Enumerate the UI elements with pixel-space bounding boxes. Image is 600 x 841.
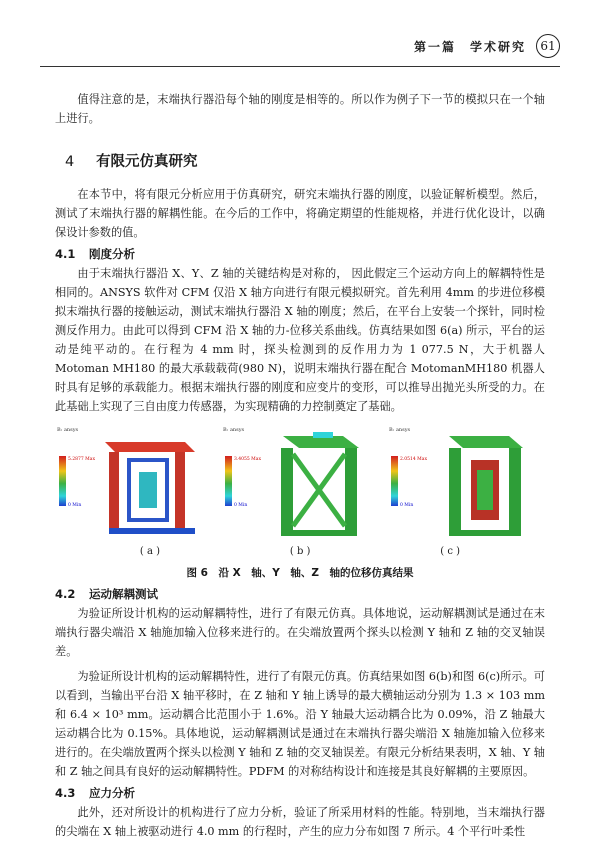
section-4-2-paragraph-1: 为验证所设计机构的运动解耦特性，进行了有限元仿真。具体地说，运动解耦测试是通过在末端执行器尖端沿 X 轴施加输入位移来进行的。在尖端放置两个探头以检测 Y 轴和 Z 轴的交叉轴误差。 [55,607,545,658]
section-4-3-number: 4.3 [55,786,76,800]
section-4-3-heading [55,785,545,801]
page-body [55,90,545,841]
running-header [414,28,560,64]
fig-c-min: 0 Min [400,503,414,508]
section-4-2-heading [55,586,545,602]
figure-6a-image [55,422,213,540]
fig-a-max: 5.2877 Max [68,457,96,462]
header-section-title: 第一篇 学术研究 [413,39,526,54]
figure-6-caption: 图 6 沿 X 轴、Y 轴、Z 轴的位移仿真结果 [186,567,414,579]
section-4-2-title: 运动解耦测试 [89,587,159,601]
sublabel-a: ( a ) [139,546,161,557]
fig-a-head: B: ansys [57,427,79,433]
intro-paragraph: 值得注意的是，末端执行器沿每个轴的刚度是相等的。所以作为例子下一节的模拟只在一个轴上进行。 [55,93,545,125]
section-4-number: 4 [65,154,75,170]
header-rule [40,66,560,67]
sublabel-c: ( c ) [440,546,461,557]
figure-6c-image [387,422,545,540]
fig-c-head: B: ansys [389,427,411,433]
fig-b-min: 0 Min [234,503,248,508]
section-4-2-paragraph-2: 为验证所设计机构的运动解耦特性，进行了有限元仿真。仿真结果如图 6(b)和图 6(c)所示。可以看到，当输出平台沿 X 轴平移时，在 Z 轴和 Y 轴上诱导的最大横轴运动分别为 1.3 × 103 mm 和 6.4 × 10³ mm。运动耦合比范围小于 1.6%。沿 Y 轴最大运动耦合比为 0.09%，沿 Z 轴最大运动耦合比为 0.15%。具体地说，运动解耦测试是通过在末端执行器尖端沿 X 轴施加输入位移来进行的。在尖端放置两个探头以检测 Y 轴和 Z 轴的交叉轴误差。有限元分析结果表明，X 轴、Y 轴和 Z 轴之间具有良好的运动解耦特性。PDFM 的对称结构设计和连接是其良好解耦的主要原因。 [55,670,545,778]
section-4-1-heading [55,246,545,262]
section-4-1-number: 4.1 [55,247,76,261]
fig-c-max: 2.0514 Max [400,457,428,462]
page-number: 61 [536,34,560,58]
section-4-1-title: 刚度分析 [89,247,136,261]
figure-6b-image [221,422,379,540]
section-4-1-paragraph: 由于末端执行器沿 X、Y、Z 轴的关键结构是对称的， 因此假定三个运动方向上的解耦特性是相同的。ANSYS 软件对 CFM 仅沿 X 轴方向进行有限元模拟研究。首先利用 4mm 的步进位移模拟末端执行器的接触运动，测试末端执行器沿 X 轴的刚度；然后，在平台上安装一个探针，同时检测反作用力。由此可以得到 CFM 沿 X 轴的力-位移关系曲线。仿真结果如图 6(a) 所示，平台的运动是纯平动的。在行程为 4 mm 时，探头检测到的反作用力为 1 077.5 N，大于机器人 Motoman MH180 的最大承载载荷(980 N)，说明末端执行器在配合 MotomanMH180 机器人时具有足够的承载能力。根据末端执行器的刚度和应变片的变形，可以推导出抛光头所受的力。在此基础上实现了三自由度力传感器，为实现精确的力控制奠定了基础。 [55,267,545,413]
section-4-3-paragraph: 此外，还对所设计的机构进行了应力分析，验证了所采用材料的性能。特别地，当末端执行器的尖端在 X 轴上被驱动进行 4.0 mm 的行程时，产生的应力分布如图 7 所示。4 个平行叶柔性 [55,806,545,838]
section-4-heading [65,150,545,171]
fig-a-min: 0 Min [68,503,82,508]
section-4-2-number: 4.2 [55,587,76,601]
figure-6-sublabels [55,546,545,557]
fig-b-head: B: ansys [223,427,245,433]
section-4-title: 有限元仿真研究 [96,154,198,170]
section-4-3-title: 应力分析 [89,786,136,800]
section-4-paragraph: 在本节中，将有限元分析应用于仿真研究，研究末端执行器的刚度，以验证解析模型。然后，测试了末端执行器的解耦性能。在今后的工作中，将确定期望的性能规格，并进行优化设计，以确保设计参数的值。 [55,188,545,239]
sublabel-b: ( b ) [289,546,311,557]
figure-6-panels [55,422,545,542]
fig-b-max: 3.4055 Max [234,457,262,462]
